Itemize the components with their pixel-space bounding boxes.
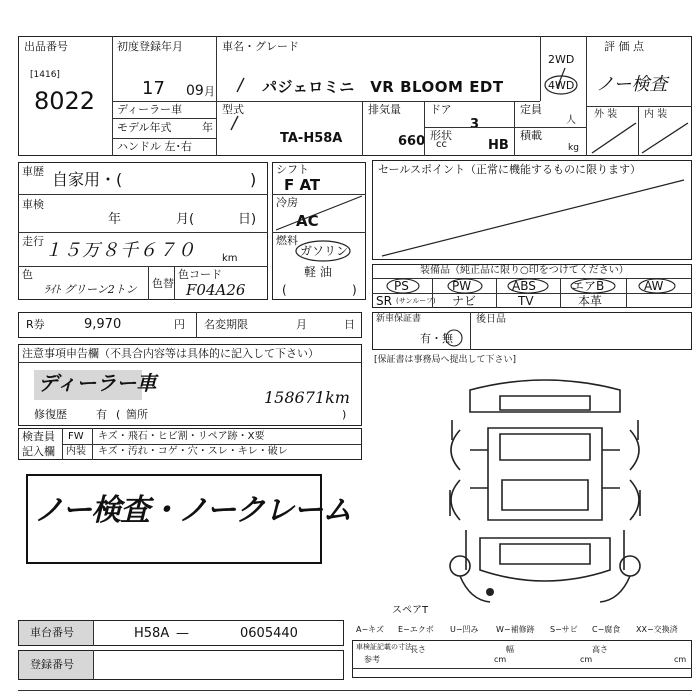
history-close-paren: ) [250, 170, 257, 189]
model-type-label: 型式 [222, 103, 244, 116]
handle-label: ハンドル 左･右 [117, 140, 192, 153]
fuel-gas-circle [294, 240, 352, 262]
size-ref: 参考 [364, 655, 380, 664]
warranty-label: 新車保証書 [376, 314, 422, 324]
shape-label: 形状 [430, 129, 452, 142]
size-length-cm: cm [494, 655, 507, 664]
equip-airbag: エアB [572, 279, 605, 293]
size-height: 高さ [592, 645, 608, 654]
equip-sr-sub: (サンルーフ) [396, 297, 436, 305]
reg-year: 17 [142, 78, 165, 99]
no-claim-text: ノー検査・ノークレーム [34, 493, 352, 528]
fuel-paren-r: ) [352, 283, 357, 297]
history-value: 自家用・( [52, 170, 123, 189]
warranty-note: [保証書は事務局へ提出して下さい] [374, 355, 517, 365]
displacement-unit: cc [436, 139, 447, 150]
fuel-gas: ガソリン [300, 244, 349, 258]
shape-value: HB [488, 138, 509, 153]
inspector-label-2: 記入欄 [22, 445, 55, 458]
recycle-block [18, 312, 362, 338]
equipment-circles [372, 278, 692, 294]
legend-c: C−腐食 [592, 625, 621, 634]
legend-e: E−エクボ [398, 625, 434, 634]
slash-mark-name [234, 76, 246, 94]
lot-number: 8022 [34, 87, 96, 115]
capacity-unit: 人 [566, 115, 576, 126]
recycle-label: R券 [26, 318, 45, 331]
inspector-fw-text: キズ・飛石・ヒビ割・リペア跡・X要 [98, 431, 265, 442]
capacity-label: 定員 [520, 103, 542, 116]
shift-value: F AT [284, 176, 321, 194]
equip-pw: PW [452, 279, 472, 293]
ac-cross [272, 194, 366, 232]
recycle-unit: 円 [174, 318, 185, 331]
inspection-label: 車検 [22, 198, 44, 211]
load-unit: kg [568, 143, 579, 153]
equip-navi: ナビ [452, 294, 477, 308]
score-value: ノー検査 [596, 74, 668, 95]
equip-leather: 本革 [578, 294, 603, 308]
mileage-unit: km [222, 253, 238, 264]
legend-xx: XX−交換済 [636, 625, 678, 634]
inspector-in-text: キズ・汚れ・コゲ・穴・スレ・キレ・破レ [98, 446, 288, 457]
drive-2wd: 2WD [548, 53, 575, 66]
history-label: 車歴 [22, 165, 44, 178]
repair-paren-l: ( [116, 408, 121, 421]
equip-sr: SR [376, 294, 392, 308]
exterior-label: 外 装 [594, 109, 618, 120]
repair-value: 有 [96, 408, 107, 421]
inspection-day-unit: 日) [238, 212, 257, 227]
warranty-have: 有・無 [420, 332, 453, 345]
size-width-cm: cm [580, 655, 593, 664]
reg-month: 09 [186, 83, 204, 99]
repair-place: 箇所 [126, 408, 148, 421]
legend-u: U−凹み [450, 625, 479, 634]
reg-month-unit: 月 [204, 85, 215, 98]
doors-label: ドア [430, 103, 452, 116]
first-reg-label: 初度登録年月 [117, 40, 183, 53]
mileage-value: １５万８千６７０ [44, 240, 196, 261]
sales-points-label: セールスポイント（正常に機能するものに限ります） [378, 163, 642, 176]
ac-value: AC [296, 212, 319, 230]
size-width: 幅 [506, 645, 514, 654]
dealer-stamp: ディーラー車 [38, 371, 157, 395]
dealer-label: ディーラー車 [117, 103, 183, 116]
mileage-note: 158671km [264, 388, 350, 407]
frame-value: 0605440 [240, 626, 298, 641]
name-change-label: 名変期限 [204, 318, 248, 331]
mileage-label: 走行 [22, 235, 44, 248]
notes-label: 注意事項申告欄（不具合内容等は具体的に記入して下さい） [22, 347, 319, 360]
name-change-day: 日 [344, 318, 355, 331]
color-value: ﾗｲﾄ グリーン2トン [44, 283, 137, 296]
sales-points-cross [372, 176, 692, 260]
recycle-value: 9,970 [84, 317, 122, 332]
color-code-value: F04A26 [186, 281, 246, 299]
equip-aw: AW [644, 279, 664, 293]
frame-dash: — [176, 626, 189, 641]
model-year-label: モデル年式 [117, 121, 172, 134]
size-label: 車検証記載の寸法 [356, 643, 412, 651]
ac-label: 冷房 [276, 196, 298, 209]
displacement-value: 660 [398, 134, 426, 149]
fuel-diesel: 軽 油 [304, 265, 332, 279]
frame-label: 車台番号 [30, 626, 74, 639]
fuel-label: 燃料 [276, 234, 298, 247]
inspector-fw: FW [68, 431, 84, 442]
warranty-circle [444, 328, 464, 348]
inspection-year-unit: 年 [108, 212, 122, 227]
name-grade-value: パジェロミニ VR BLOOM EDT [262, 78, 504, 96]
score-label: 評 価 点 [604, 40, 644, 53]
repair-label: 修復歴 [34, 408, 67, 421]
name-change-month: 月 [296, 318, 307, 331]
spare-tire-label: スペアT [392, 605, 429, 616]
legend-w: W−補修跡 [496, 625, 535, 634]
car-body-diagram [430, 370, 660, 610]
equip-ps: PS [394, 279, 409, 293]
inspector-label-1: 検査員 [22, 430, 55, 443]
model-year-unit: 年 [202, 121, 213, 134]
color-code-label: 色コード [178, 268, 222, 281]
equip-abs: ABS [512, 279, 536, 293]
slash-mark [228, 114, 240, 132]
size-length: 長さ [410, 645, 426, 654]
load-label: 積載 [520, 129, 542, 142]
registration-label: 登録番号 [30, 658, 74, 671]
drive-4wd: 4WD [548, 79, 575, 92]
doors-value: 3 [470, 117, 480, 132]
lot-label: 出品番号 [24, 40, 68, 53]
equip-tv: TV [518, 294, 534, 308]
name-grade-label: 車名・グレード [222, 40, 299, 53]
size-height-cm: cm [674, 655, 687, 664]
shift-label: シフト [276, 163, 309, 176]
inspector-in: 内装 [66, 446, 86, 457]
frame-prefix: H58A [134, 626, 170, 641]
model-type-value: TA-H58A [280, 131, 343, 146]
legend-a: A−キズ [356, 625, 385, 634]
legend-s: S−サビ [550, 625, 578, 634]
interior-label: 内 装 [644, 109, 668, 120]
score-slashes [588, 120, 692, 156]
color-label: 色 [22, 268, 33, 281]
displacement-label: 排気量 [368, 103, 401, 116]
inspection-month-unit: 月( [176, 212, 195, 227]
after-label: 後日品 [476, 314, 506, 325]
fuel-paren-l: ( [282, 283, 287, 297]
4wd-circle [543, 74, 579, 96]
equipment-label: 装備品（純正品に限り○印をつけてください） [420, 265, 629, 276]
color-change-label: 色替 [152, 277, 174, 290]
repair-paren-r: ) [342, 408, 347, 421]
lot-small-number: [1416] [30, 70, 60, 80]
